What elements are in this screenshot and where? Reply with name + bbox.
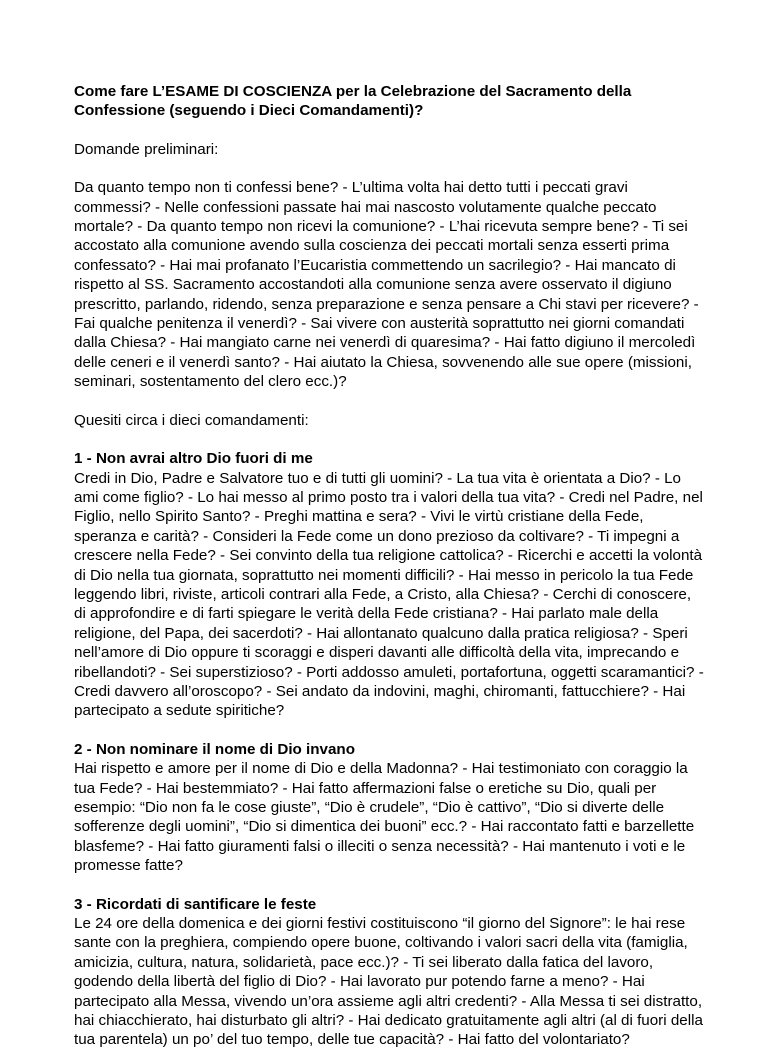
commandment-section-1 <box>74 449 706 721</box>
commandment-heading: 1 - Non avrai altro Dio fuori di me <box>74 450 313 468</box>
document-title: Come fare L’ESAME DI COSCIENZA per la Celebrazione del Sacramento della Confessione (seguendo i Dieci Comandamenti)? <box>74 83 632 120</box>
commandment-text: Credi in Dio, Padre e Salvatore tuo e di tutti gli uomini? - La tua vita è orientata a Dio? - Lo ami come figlio? - Lo hai messo al primo posto tra i valori della tua vita? - Credi nel Padre, nel Figlio, nello Spirito Santo? - Preghi mattina e sera? - Vivi le virtù cristiane della Fede, speranza e carità? - Consideri la Fede come un dono prezioso da coltivare? - Ti impegni a crescere nella Fede? - Sei convinto della tua religione cattolica? - Ricerchi e accetti la volontà di Dio nella tua giornata, soprattutto nei momenti difficili? - Hai messo in pericolo la tua Fede leggendo libri, riviste, articoli contrari alla Fede, a Cristo, alla Chiesa? - Cerchi di conoscere, di approfondire e di farti spiegare le verità della Fede cristiana? - Hai parlato male della religione, del Papa, dei sacerdoti? - Hai allontanato qualcuno dalla pratica religiosa? - Speri nell’amore di Dio oppure ti scoraggi e disperi davanti alle difficoltà della vita, imprecando e ribellandoti? - Sei superstizioso? - Porti addosso amuleti, portafortuna, oggetti scaramantici? - Credi davvero all’oroscopo? - Sei andato da indovini, maghi, chiromanti, fattucchiere? - Hai partecipato a sedute spiritiche? <box>74 469 704 720</box>
commandments-heading: Quesiti circa i dieci comandamenti: <box>74 411 309 429</box>
preliminary-text: Da quanto tempo non ti confessi bene? - L’ultima volta hai detto tutti i peccati gravi commessi? - Nelle confessioni passate hai mai nascosto volutamente qualche peccato mortale? - Da quanto tempo non ricevi la comunione? - L’hai ricevuta sempre bene? - Ti sei accostato alla comunione avendo sulla coscienza dei peccati mortali senza esserti prima confessato? - Hai mai profanato l’Eucaristia commettendo un sacrilegio? - Hai mancato di rispetto al SS. Sacramento accostandoti alla comunione senza avere osservato il digiuno prescritto, parlando, ridendo, senza preparazione e senza pensare a Chi stavi per ricevere? - Fai qualche penitenza il venerdì? - Sai vivere con austerità soprattutto nei giorni comandati dalla Chiesa? - Hai mangiato carne nei venerdì di quaresima? - Hai fatto digiuno il mercoledì delle ceneri e il venerdì santo? - Hai aiutato la Chiesa, sovvenendo alle sue opere (missioni, seminari, sostentamento del clero ecc.)? <box>74 179 699 391</box>
preliminary-heading: Domande preliminari: <box>74 140 219 158</box>
commandment-section-3 <box>74 895 706 1050</box>
commandment-section-2 <box>74 740 706 876</box>
document-page <box>74 82 706 1050</box>
commandment-heading: 2 - Non nominare il nome di Dio invano <box>74 740 355 758</box>
commandment-text: Hai rispetto e amore per il nome di Dio e della Madonna? - Hai testimoniato con coraggio la tua Fede? - Hai bestemmiato? - Hai fatto affermazioni false o eretiche su Dio, quali per esempio: “Dio non fa le cose giuste”, “Dio è crudele”, “Dio è cattivo”, “Dio si diverte delle sofferenze degli uomini”, “Dio si dimentica dei buoni” ecc.? - Hai raccontato fatti e barzellette blasfeme? - Hai fatto giuramenti falsi o illeciti o senza necessità? - Hai mantenuto i voti e le promesse fatte? <box>74 760 695 875</box>
commandment-text: Le 24 ore della domenica e dei giorni festivi costituiscono “il giorno del Signore”: le hai rese sante con la preghiera, compiendo opere buone, coltivando i valori sacri della vita (famiglia, amicizia, cultura, natura, solidarietà, pace ecc.)? - Ti sei liberato dalla fatica del lavoro, godendo della libertà del figlio di Dio? - Hai lavorato pur potendo farne a meno? - Hai partecipato alla Messa, vivendo un’ora assieme agli altri credenti? - Alla Messa ti sei distratto, hai chiacchierato, hai disturbato gli altri? - Hai dedicato gratuitamente agli altri (al di fuori della tua parentela) un po’ del tuo tempo, delle tue capacità? - Hai fatto del volontariato? <box>74 915 703 1049</box>
commandment-heading: 3 - Ricordati di santificare le feste <box>74 895 317 913</box>
